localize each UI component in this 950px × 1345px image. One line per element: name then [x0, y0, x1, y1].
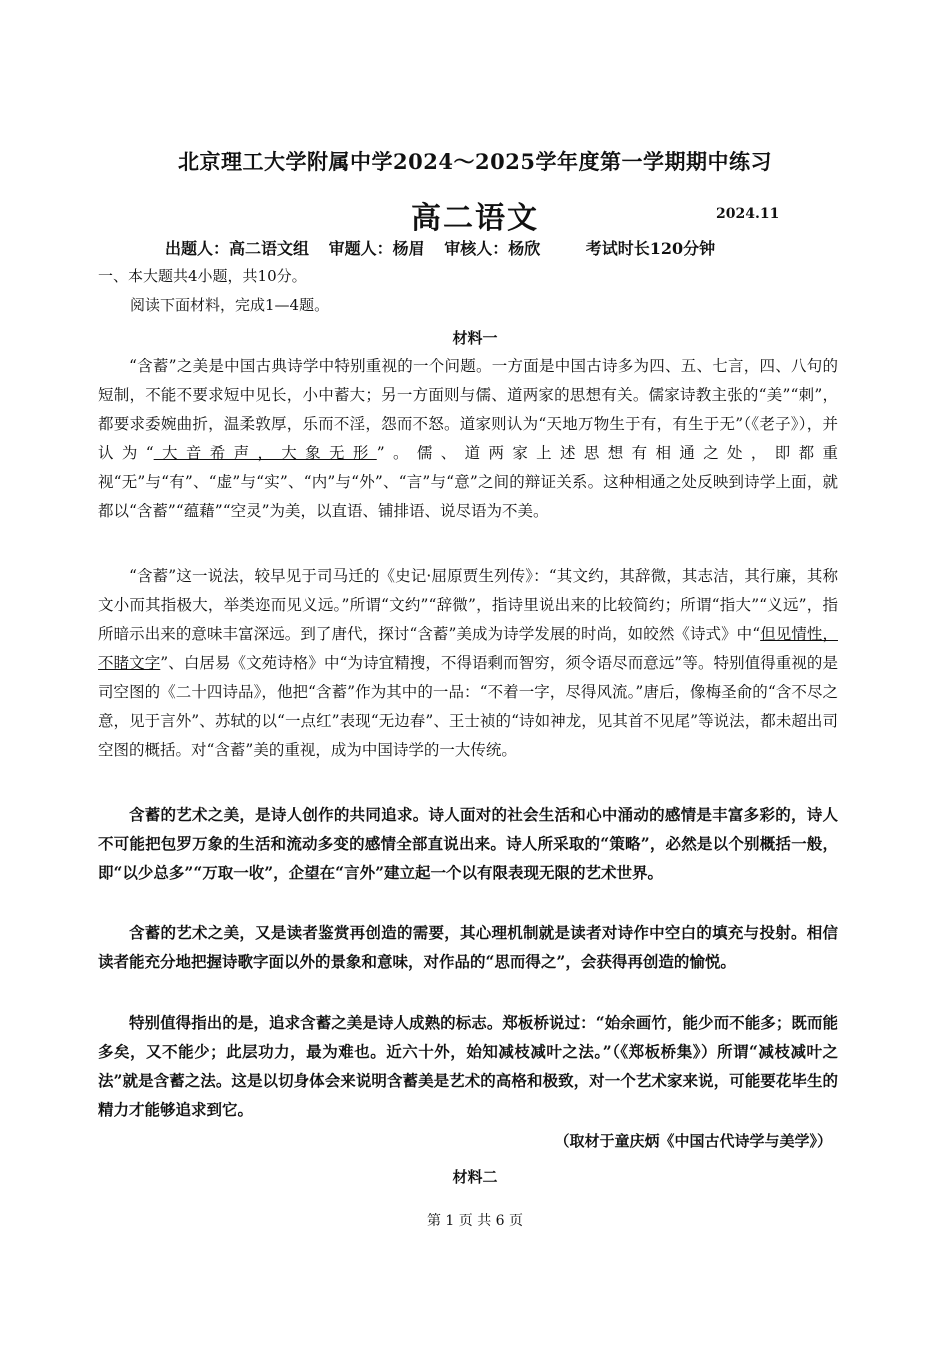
exam-date: 2024.11	[716, 206, 780, 222]
paragraph-1-text-b: ”。儒、道两家上述思想有相通之处，即都重视“无”与“有”、“虚”与“实”、“内”与“外”、“言”与“意”之间的辩证关系。这种相通之处反映到诗学上面，就都以“含蓄”“蕴藉”“空灵”为美，以直语、铺排语、说尽语为不美。	[98, 444, 838, 520]
material-one-title: 材料一	[452, 329, 498, 347]
paragraph-4: 含蓄的艺术之美，又是读者鉴赏再创造的需要，其心理机制就是读者对诗作中空白的填充与投射。相信读者能充分地把握诗歌字面以外的景象和意味，对作品的“思而得之”，会获得再创造的愉悦。	[98, 923, 838, 971]
exam-meta-line	[165, 236, 715, 259]
paragraph-2-text-a: “含蓄”这一说法，较早见于司马迁的《史记·屈原贾生列传》：“其文约，其辞微，其志洁，其行廉，其称文小而其指极大，举类迩而见义远。”所谓“文约”“辞微”，指诗里说出来的比较简约；所谓“指大”“义远”，指所暗示出来的意味丰富深远。到了唐代，探讨“含蓄”美成为诗学发展的时尚，如皎然《诗式》中“	[98, 567, 838, 643]
reviewer-label: 审题人：杨眉	[328, 239, 425, 258]
paragraph-2-underlined-quote: 但见情性，不睹文字	[98, 625, 838, 672]
paragraph-3: 含蓄的艺术之美，是诗人创作的共同追求。诗人面对的社会生活和心中涌动的感情是丰富多彩的，诗人不可能把包罗万象的生活和流动多变的感情全部直说出来。诗人所采取的“策略”，必然是以个别概括一般，即“以少总多”“万取一收”，企望在“言外”建立起一个以有限表现无限的艺术世界。	[98, 805, 838, 882]
section-heading: 一、本大题共4小题，共10分。	[98, 267, 307, 285]
checker-label: 审核人：杨欣	[444, 239, 541, 258]
duration-label: 考试时长120分钟	[585, 239, 716, 258]
material-two-title: 材料二	[452, 1168, 498, 1186]
paragraph-2-text-b: ”、白居易《文苑诗格》中“为诗宜精搜，不得语剩而智穷，须令语尽而意远”等。特别值得重视的是司空图的《二十四诗品》，他把“含蓄”作为其中的一品：“不着一字，尽得风流。”唐后，像梅圣俞的“含不尽之意，见于言外”、苏轼的以“一点红”表现“无边春”、王士祯的“诗如神龙，见其首不见尾”等说法，都未超出司空图的概括。对“含蓄”美的重视，成为中国诗学的一大传统。	[98, 654, 838, 759]
paragraph-5: 特别值得指出的是，追求含蓄之美是诗人成熟的标志。郑板桥说过：“始余画竹，能少而不能多；既而能多矣，又不能少；此层功力，最为难也。近六十外，始知减枝减叶之法。”（《郑板桥集》）所谓“减枝减叶之法”就是含蓄之法。这是以切身体会来说明含蓄美是艺术的高格和极致，对一个艺术家来说，可能要花毕生的精力才能够追求到它。	[98, 1013, 838, 1119]
paragraph-1-text-a: “含蓄”之美是中国古典诗学中特别重视的一个问题。一方面是中国古诗多为四、五、七言，四、八句的短制，不能不要求短中见长，小中蓄大；另一方面则与儒、道两家的思想有关。儒家诗教主张的“美”“刺”，都要求委婉曲折，温柔敦厚，乐而不淫，怨而不怒。道家则认为“天地万物生于有，有生于无”（《老子》），并认为“	[98, 357, 838, 462]
paragraph-1-underlined-quote: 大音希声，大象无形	[153, 444, 377, 462]
subject-title: 高二语文	[411, 201, 539, 236]
school-title: 北京理工大学附属中学2024～2025学年度第一学期期中练习	[178, 149, 772, 174]
paragraph-2	[98, 562, 838, 765]
material-one-source: （取材于童庆炳《中国古代诗学与美学》）	[554, 1132, 832, 1150]
paragraph-1	[98, 352, 838, 526]
setter-label: 出题人：高二语文组	[165, 239, 310, 258]
section-instruction: 阅读下面材料，完成1—4题。	[130, 296, 330, 314]
page-number: 第 1 页 共 6 页	[426, 1213, 524, 1229]
